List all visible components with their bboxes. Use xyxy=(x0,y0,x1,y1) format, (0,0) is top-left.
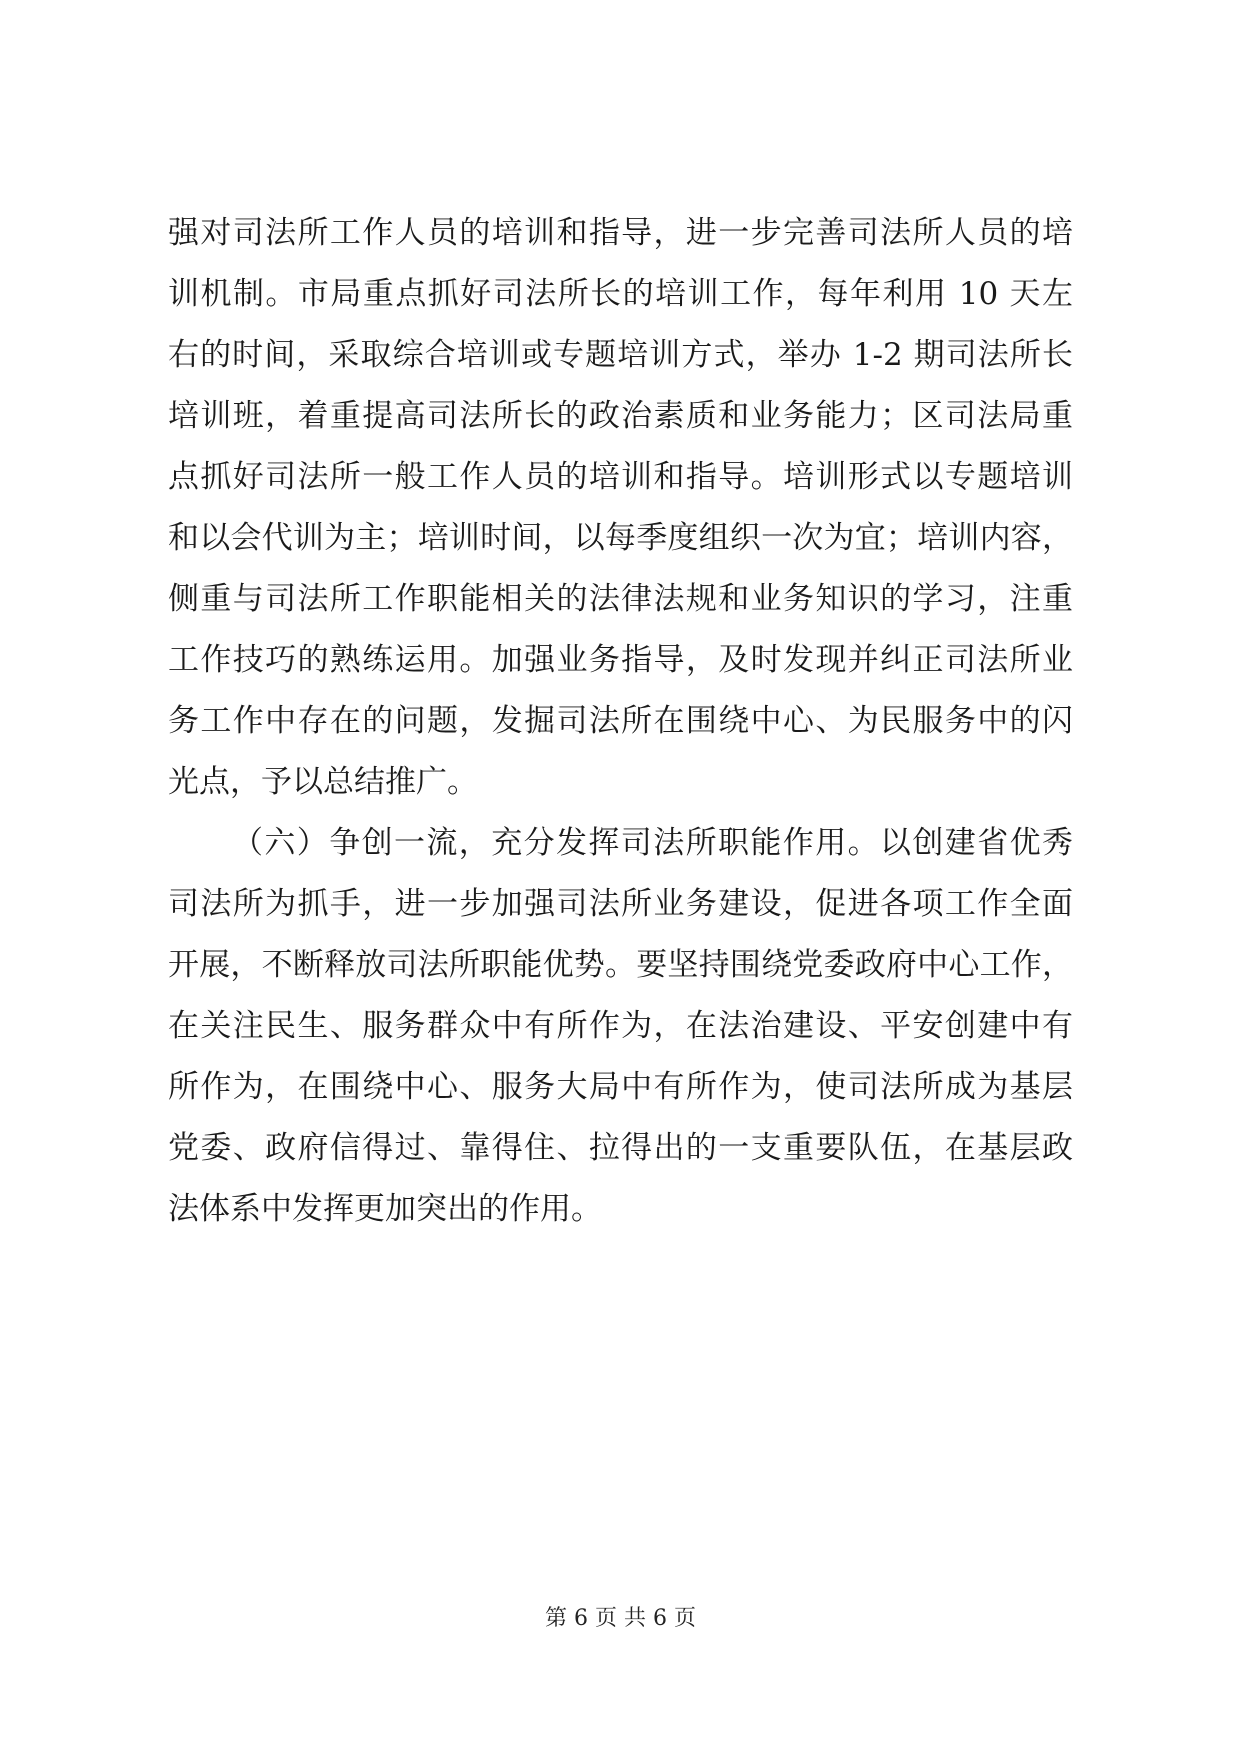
paragraph-line: 光点，予以总结推广。 xyxy=(168,764,478,800)
paragraph-line: 党委、政府信得过、靠得住、拉得出的一支重要队伍，在基层政 xyxy=(168,1130,1073,1166)
paragraph-line: 训机制。市局重点抓好司法所长的培训工作，每年利用 10 天左 xyxy=(168,276,1073,312)
paragraph-line: 强对司法所工作人员的培训和指导，进一步完善司法所人员的培 xyxy=(168,215,1073,251)
paragraph-line: 所作为，在围绕中心、服务大局中有所作为，使司法所成为基层 xyxy=(168,1069,1073,1105)
paragraph-line: 和以会代训为主；培训时间，以每季度组织一次为宜；培训内容， xyxy=(168,520,1073,556)
paragraph-line: 开展，不断释放司法所职能优势。要坚持围绕党委政府中心工作， xyxy=(168,947,1073,983)
paragraph-line: 务工作中存在的问题，发掘司法所在围绕中心、为民服务中的闪 xyxy=(168,703,1073,739)
paragraph-line: 在关注民生、服务群众中有所作为，在法治建设、平安创建中有 xyxy=(168,1008,1073,1044)
paragraph-line: 培训班，着重提高司法所长的政治素质和业务能力；区司法局重 xyxy=(168,398,1073,434)
paragraph-line: 工作技巧的熟练运用。加强业务指导，及时发现并纠正司法所业 xyxy=(168,642,1073,678)
paragraph-line: 司法所为抓手，进一步加强司法所业务建设，促进各项工作全面 xyxy=(168,886,1073,922)
paragraph-line: 法体系中发挥更加突出的作用。 xyxy=(168,1191,602,1227)
paragraph-line: 右的时间，采取综合培训或专题培训方式，举办 1-2 期司法所长 xyxy=(168,337,1073,373)
paragraph-line: 侧重与司法所工作职能相关的法律法规和业务知识的学习，注重 xyxy=(168,581,1073,617)
paragraph-line: 点抓好司法所一般工作人员的培训和指导。培训形式以专题培训 xyxy=(168,459,1073,495)
page-number-footer: 第 6 页 共 6 页 xyxy=(545,1606,696,1631)
paragraph-heading-line: （六）争创一流，充分发挥司法所职能作用。以创建省优秀 xyxy=(232,825,1073,861)
